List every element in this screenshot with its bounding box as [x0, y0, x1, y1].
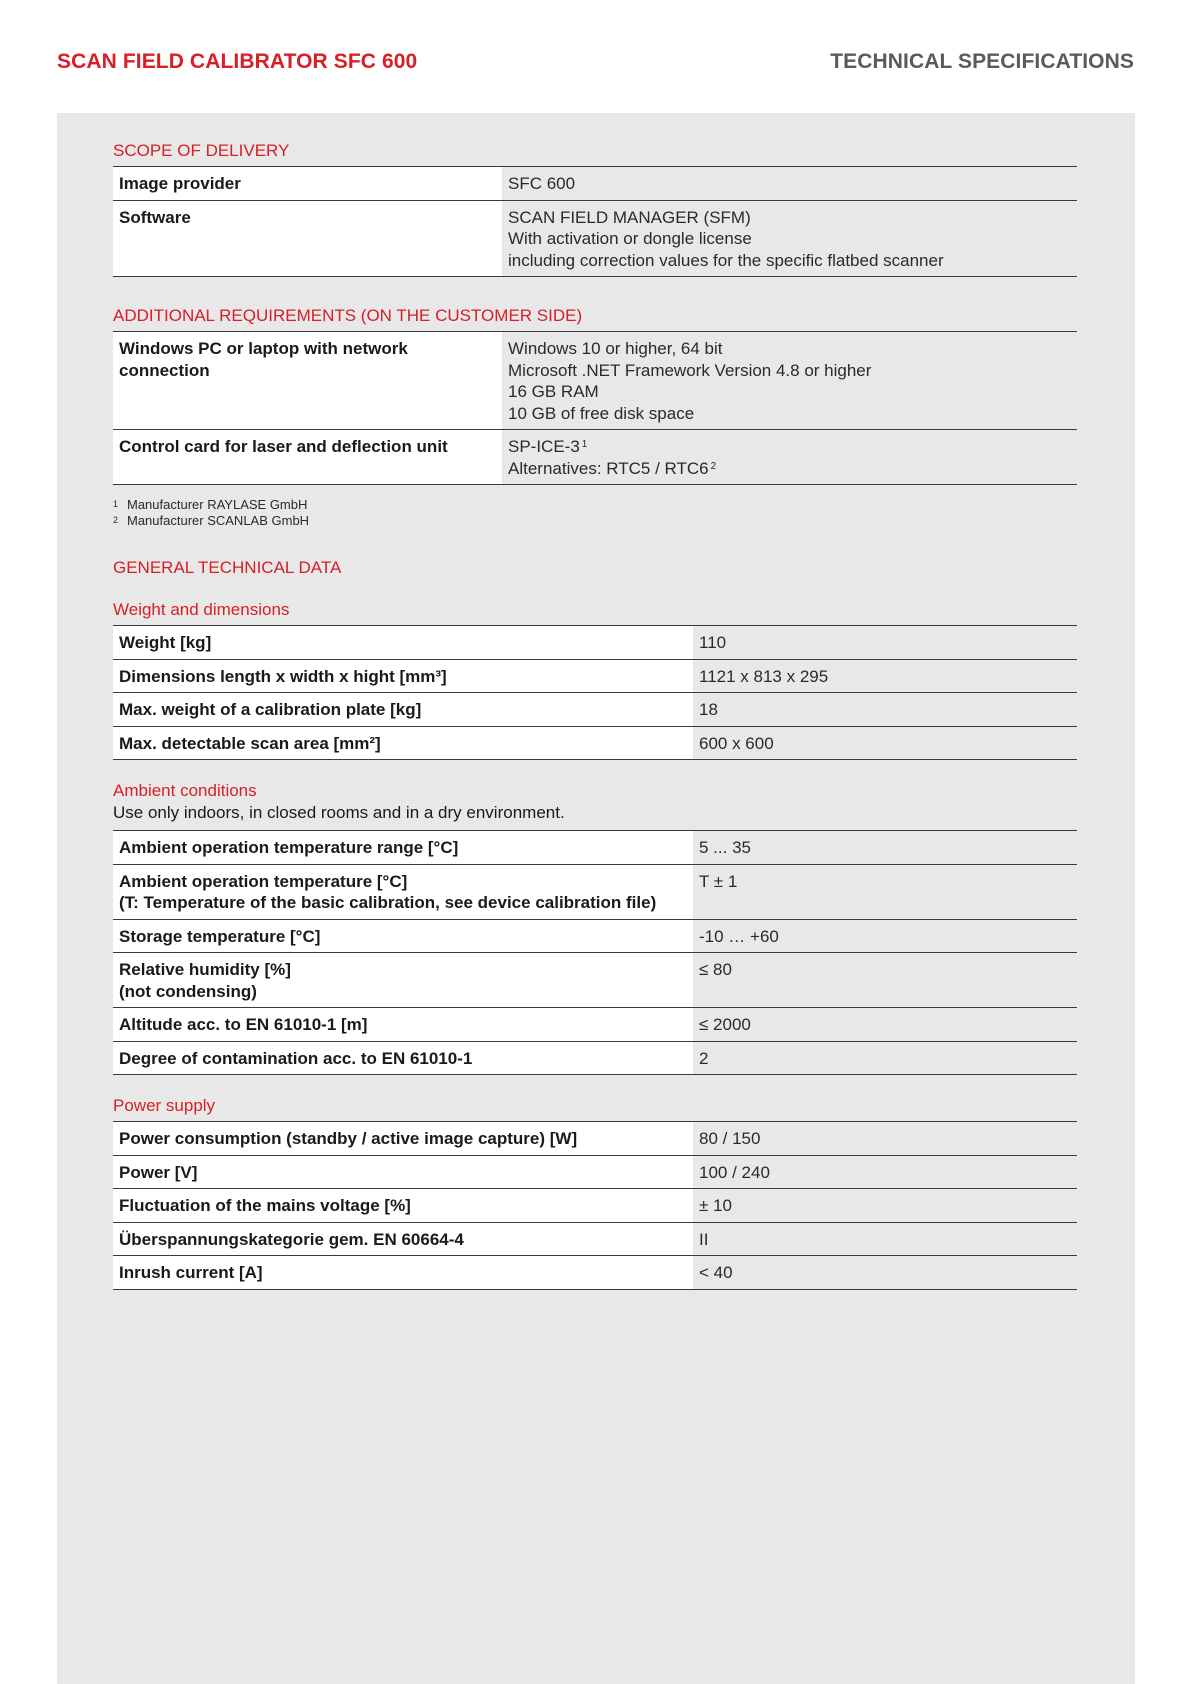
row-value: 1121 x 813 x 295: [693, 659, 1077, 693]
table-row: [113, 1155, 1077, 1189]
section-title-requirements: ADDITIONAL REQUIREMENTS (ON THE CUSTOMER SIDE): [113, 306, 583, 325]
row-label: Fluctuation of the mains voltage [%]: [113, 1189, 693, 1223]
row-label: Image provider: [113, 167, 502, 201]
document-type-heading: TECHNICAL SPECIFICATIONS: [830, 50, 1134, 73]
row-label: [113, 919, 693, 953]
power-table: [113, 1121, 1077, 1290]
row-label: [113, 1041, 693, 1075]
spec-content: [113, 140, 1077, 1290]
footnote-number: 2: [113, 515, 119, 525]
row-label: Inrush current [A]: [113, 1256, 693, 1290]
value-line: 10 GB of free disk space: [508, 403, 695, 423]
row-label: Max. detectable scan area [mm²]: [113, 726, 693, 760]
label-line: Storage temperature [°C]: [119, 926, 321, 946]
value-line: SFC 600: [508, 174, 576, 193]
row-value: 600 x 600: [693, 726, 1077, 760]
footnotes: [113, 497, 1077, 529]
table-row: [113, 1189, 1077, 1223]
table-row: [113, 200, 1077, 277]
row-label: Control card for laser and deflection unit: [113, 430, 502, 485]
value-line: With activation or dongle license: [508, 229, 752, 248]
row-value: [502, 430, 1077, 485]
row-value: II: [693, 1222, 1077, 1256]
label-line: (T: Temperature of the basic calibration, see device calibration file): [119, 893, 657, 912]
table-row: [113, 831, 1077, 865]
row-value: 2: [693, 1041, 1077, 1075]
weight-table: [113, 625, 1077, 760]
value-line: Windows 10 or higher, 64 bit: [508, 339, 723, 358]
table-row: [113, 430, 1077, 485]
table-row: [113, 864, 1077, 919]
table-row: [113, 1222, 1077, 1256]
value-line: including correction values for the specific flatbed scanner: [508, 250, 944, 270]
footnote: [113, 513, 1077, 529]
row-value: [502, 332, 1077, 430]
table-row: [113, 1122, 1077, 1156]
row-value: 100 / 240: [693, 1155, 1077, 1189]
footnote-marker: 1: [581, 439, 588, 450]
row-value: [502, 200, 1077, 277]
row-label: Power consumption (standby / active image capture) [W]: [113, 1122, 693, 1156]
table-row: [113, 919, 1077, 953]
label-line: connection: [119, 360, 210, 380]
footnote-number: 1: [113, 499, 119, 509]
row-label: [113, 1008, 693, 1042]
label-line: (not condensing): [119, 981, 257, 1001]
row-value: -10 … +60: [693, 919, 1077, 953]
value-line: [508, 436, 1071, 458]
subsection-title-ambient: Ambient conditions: [113, 781, 257, 800]
footnote-marker: 2: [710, 460, 717, 472]
row-value: T ± 1: [693, 864, 1077, 919]
row-value: 80 / 150: [693, 1122, 1077, 1156]
row-value: 5 ... 35: [693, 831, 1077, 865]
section-title-general: GENERAL TECHNICAL DATA: [113, 558, 342, 577]
label-line: Windows PC or laptop with network: [119, 339, 408, 358]
value-line: 16 GB RAM: [508, 382, 599, 401]
row-label: Max. weight of a calibration plate [kg]: [113, 693, 693, 727]
row-label: Dimensions length x width x hight [mm³]: [113, 659, 693, 693]
table-row: [113, 726, 1077, 760]
table-row: [113, 659, 1077, 693]
subsection-title-power: Power supply: [113, 1096, 216, 1115]
row-value: 110: [693, 626, 1077, 660]
row-label: [113, 864, 693, 919]
value-line: [508, 458, 1071, 480]
requirements-table: [113, 331, 1077, 485]
row-value: ± 10: [693, 1189, 1077, 1223]
row-label: Software: [113, 200, 502, 277]
value-line: Microsoft .NET Framework Version 4.8 or higher: [508, 360, 872, 380]
label-line: Degree of contamination acc. to EN 61010-1: [119, 1048, 473, 1068]
table-row: [113, 167, 1077, 201]
row-label: [113, 953, 693, 1008]
scope-table: [113, 166, 1077, 277]
table-row: [113, 1041, 1077, 1075]
row-value: < 40: [693, 1256, 1077, 1290]
row-value: [502, 167, 1077, 201]
row-label: Power [V]: [113, 1155, 693, 1189]
value-text: Alternatives: RTC5 / RTC6: [508, 458, 709, 478]
label-line: Ambient operation temperature [°C]: [119, 871, 408, 891]
footnote: [113, 497, 1077, 513]
value-line: SCAN FIELD MANAGER (SFM): [508, 207, 751, 227]
table-row: [113, 953, 1077, 1008]
table-row: [113, 1256, 1077, 1290]
row-label: [113, 332, 502, 430]
ambient-note: Use only indoors, in closed rooms and in a dry environment.: [113, 803, 565, 822]
row-label: Überspannungskategorie gem. EN 60664-4: [113, 1222, 693, 1256]
label-line: Altitude acc. to EN 61010-1 [m]: [119, 1015, 368, 1034]
row-label: [113, 831, 693, 865]
row-value: ≤ 80: [693, 953, 1077, 1008]
row-value: 18: [693, 693, 1077, 727]
document-title: SCAN FIELD CALIBRATOR SFC 600: [57, 50, 418, 73]
table-row: [113, 332, 1077, 430]
footnote-text: Manufacturer RAYLASE GmbH: [127, 497, 308, 512]
table-row: [113, 1008, 1077, 1042]
row-label: Weight [kg]: [113, 626, 693, 660]
label-line: Ambient operation temperature range [°C]: [119, 838, 459, 857]
label-line: Relative humidity [%]: [119, 960, 291, 979]
footnote-text: Manufacturer SCANLAB GmbH: [127, 513, 310, 528]
ambient-table: [113, 830, 1077, 1075]
section-title-scope: SCOPE OF DELIVERY: [113, 141, 290, 160]
table-row: [113, 626, 1077, 660]
subsection-title-weight: Weight and dimensions: [113, 600, 290, 619]
value-text: SP-ICE-3: [508, 437, 580, 456]
row-value: ≤ 2000: [693, 1008, 1077, 1042]
table-row: [113, 693, 1077, 727]
